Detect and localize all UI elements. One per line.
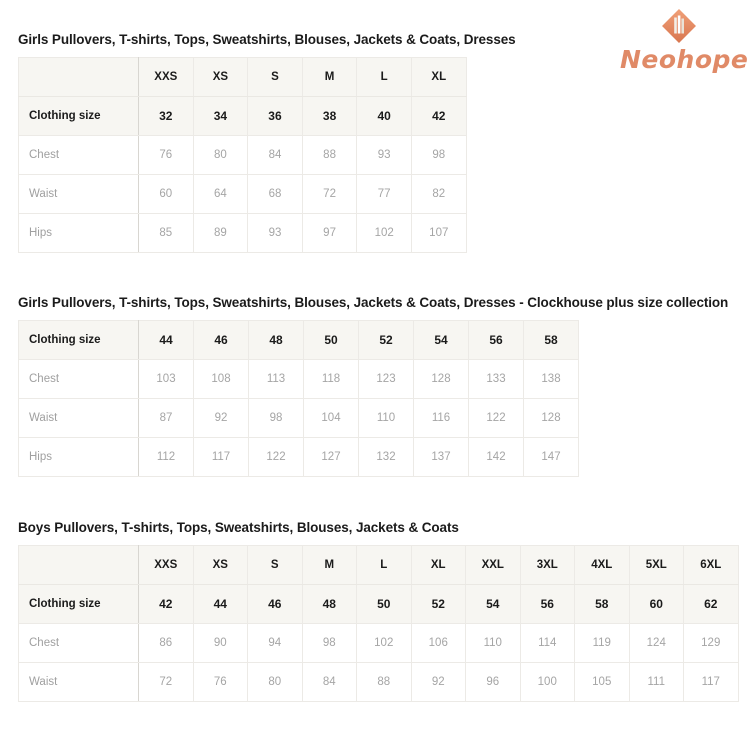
clothing-size-value: 54	[414, 321, 469, 360]
measurement-value: 93	[248, 214, 303, 253]
clothing-size-value: 46	[194, 321, 249, 360]
clothing-size-value: 44	[193, 585, 248, 624]
clothing-size-value: 46	[248, 585, 303, 624]
clothing-size-value: 60	[629, 585, 684, 624]
measurement-value: 93	[357, 136, 412, 175]
measurement-value: 128	[414, 360, 469, 399]
size-letter-header: S	[248, 58, 303, 97]
size-letter-header: 4XL	[575, 546, 630, 585]
size-letter-header: XS	[193, 546, 248, 585]
size-letter-header: 5XL	[629, 546, 684, 585]
measurement-value: 76	[193, 663, 248, 702]
size-section-girls-plus	[0, 295, 750, 477]
clothing-size-value: 50	[357, 585, 412, 624]
measurement-value: 122	[469, 399, 524, 438]
measurement-value: 107	[411, 214, 466, 253]
table-row	[19, 399, 579, 438]
size-letter-header: XXL	[466, 546, 521, 585]
table-header-row	[19, 58, 467, 97]
measurement-value: 94	[248, 624, 303, 663]
clothing-size-value: 56	[520, 585, 575, 624]
clothing-size-row	[19, 321, 579, 360]
size-letter-header: S	[248, 546, 303, 585]
row-label: Chest	[19, 136, 139, 175]
section-title: Girls Pullovers, T-shirts, Tops, Sweatshirts, Blouses, Jackets & Coats, Dresses - Clockhouse plus size collection	[18, 295, 729, 310]
measurement-value: 92	[194, 399, 249, 438]
measurement-value: 122	[249, 438, 304, 477]
row-label: Waist	[19, 399, 139, 438]
size-letter-header: M	[302, 58, 357, 97]
table-corner-cell	[19, 546, 139, 585]
measurement-value: 102	[357, 624, 412, 663]
table-row	[19, 663, 739, 702]
clothing-size-value: 50	[304, 321, 359, 360]
measurement-value: 86	[139, 624, 194, 663]
table-row	[19, 136, 467, 175]
clothing-size-value: 48	[249, 321, 304, 360]
clothing-size-row	[19, 585, 739, 624]
row-label: Hips	[19, 214, 139, 253]
measurement-value: 89	[193, 214, 248, 253]
measurement-value: 64	[193, 175, 248, 214]
size-table-girls-standard	[18, 57, 467, 253]
measurement-value: 80	[193, 136, 248, 175]
measurement-value: 113	[249, 360, 304, 399]
measurement-value: 84	[248, 136, 303, 175]
row-label: Waist	[19, 663, 139, 702]
clothing-size-value: 56	[469, 321, 524, 360]
clothing-size-value: 38	[302, 97, 357, 136]
size-letter-header: XS	[193, 58, 248, 97]
measurement-value: 137	[414, 438, 469, 477]
measurement-value: 85	[139, 214, 194, 253]
measurement-value: 98	[249, 399, 304, 438]
clothing-size-value: 40	[357, 97, 412, 136]
table-row	[19, 175, 467, 214]
row-label: Hips	[19, 438, 139, 477]
size-letter-header: XL	[411, 58, 466, 97]
measurement-value: 90	[193, 624, 248, 663]
measurement-value: 128	[524, 399, 579, 438]
clothing-size-value: 44	[139, 321, 194, 360]
clothing-size-value: 54	[466, 585, 521, 624]
row-label: Clothing size	[19, 97, 139, 136]
size-table-boys	[18, 545, 739, 702]
measurement-value: 132	[359, 438, 414, 477]
measurement-value: 96	[466, 663, 521, 702]
measurement-value: 100	[520, 663, 575, 702]
measurement-value: 142	[469, 438, 524, 477]
measurement-value: 72	[139, 663, 194, 702]
size-table-girls-plus	[18, 320, 579, 477]
measurement-value: 105	[575, 663, 630, 702]
row-label: Clothing size	[19, 585, 139, 624]
clothing-size-value: 42	[411, 97, 466, 136]
table-row	[19, 438, 579, 477]
measurement-value: 82	[411, 175, 466, 214]
measurement-value: 68	[248, 175, 303, 214]
measurement-value: 98	[411, 136, 466, 175]
measurement-value: 88	[357, 663, 412, 702]
size-letter-header: XXS	[139, 546, 194, 585]
measurement-value: 110	[466, 624, 521, 663]
measurement-value: 117	[684, 663, 739, 702]
clothing-size-value: 58	[524, 321, 579, 360]
row-label: Waist	[19, 175, 139, 214]
clothing-size-value: 36	[248, 97, 303, 136]
size-letter-header: 6XL	[684, 546, 739, 585]
clothing-size-value: 32	[139, 97, 194, 136]
size-letter-header: L	[357, 546, 412, 585]
size-letter-header: XXS	[139, 58, 194, 97]
row-label: Clothing size	[19, 321, 139, 360]
table-header-row	[19, 546, 739, 585]
measurement-value: 114	[520, 624, 575, 663]
clothing-size-value: 58	[575, 585, 630, 624]
size-letter-header: XL	[411, 546, 466, 585]
measurement-value: 124	[629, 624, 684, 663]
size-letter-header: L	[357, 58, 412, 97]
table-row	[19, 360, 579, 399]
table-row	[19, 214, 467, 253]
table-clip-region	[0, 545, 750, 741]
measurement-value: 117	[194, 438, 249, 477]
measurement-value: 111	[629, 663, 684, 702]
measurement-value: 80	[248, 663, 303, 702]
measurement-value: 119	[575, 624, 630, 663]
measurement-value: 127	[304, 438, 359, 477]
measurement-value: 106	[411, 624, 466, 663]
measurement-value: 102	[357, 214, 412, 253]
measurement-value: 77	[357, 175, 412, 214]
measurement-value: 104	[304, 399, 359, 438]
section-title: Girls Pullovers, T-shirts, Tops, Sweatshirts, Blouses, Jackets & Coats, Dresses	[18, 32, 516, 47]
measurement-value: 92	[411, 663, 466, 702]
clothing-size-value: 42	[139, 585, 194, 624]
clothing-size-value: 52	[359, 321, 414, 360]
measurement-value: 60	[139, 175, 194, 214]
measurement-value: 87	[139, 399, 194, 438]
size-letter-header: 3XL	[520, 546, 575, 585]
measurement-value: 110	[359, 399, 414, 438]
clothing-size-value: 34	[193, 97, 248, 136]
measurement-value: 84	[302, 663, 357, 702]
measurement-value: 108	[194, 360, 249, 399]
clothing-size-value: 62	[684, 585, 739, 624]
measurement-value: 103	[139, 360, 194, 399]
measurement-value: 129	[684, 624, 739, 663]
table-corner-cell	[19, 58, 139, 97]
size-letter-header: M	[302, 546, 357, 585]
brand-wordmark: Neohope	[620, 45, 749, 74]
section-title: Boys Pullovers, T-shirts, Tops, Sweatshirts, Blouses, Jackets & Coats	[18, 520, 459, 535]
measurement-value: 98	[302, 624, 357, 663]
row-label: Chest	[19, 624, 139, 663]
size-section-boys	[0, 520, 750, 741]
measurement-value: 118	[304, 360, 359, 399]
size-section-girls-standard	[0, 32, 750, 253]
measurement-value: 138	[524, 360, 579, 399]
measurement-value: 123	[359, 360, 414, 399]
clothing-size-row	[19, 97, 467, 136]
measurement-value: 133	[469, 360, 524, 399]
clothing-size-value: 52	[411, 585, 466, 624]
row-label: Chest	[19, 360, 139, 399]
measurement-value: 116	[414, 399, 469, 438]
measurement-value: 72	[302, 175, 357, 214]
table-row	[19, 624, 739, 663]
measurement-value: 97	[302, 214, 357, 253]
measurement-value: 112	[139, 438, 194, 477]
measurement-value: 147	[524, 438, 579, 477]
measurement-value: 76	[139, 136, 194, 175]
clothing-size-value: 48	[302, 585, 357, 624]
measurement-value: 88	[302, 136, 357, 175]
